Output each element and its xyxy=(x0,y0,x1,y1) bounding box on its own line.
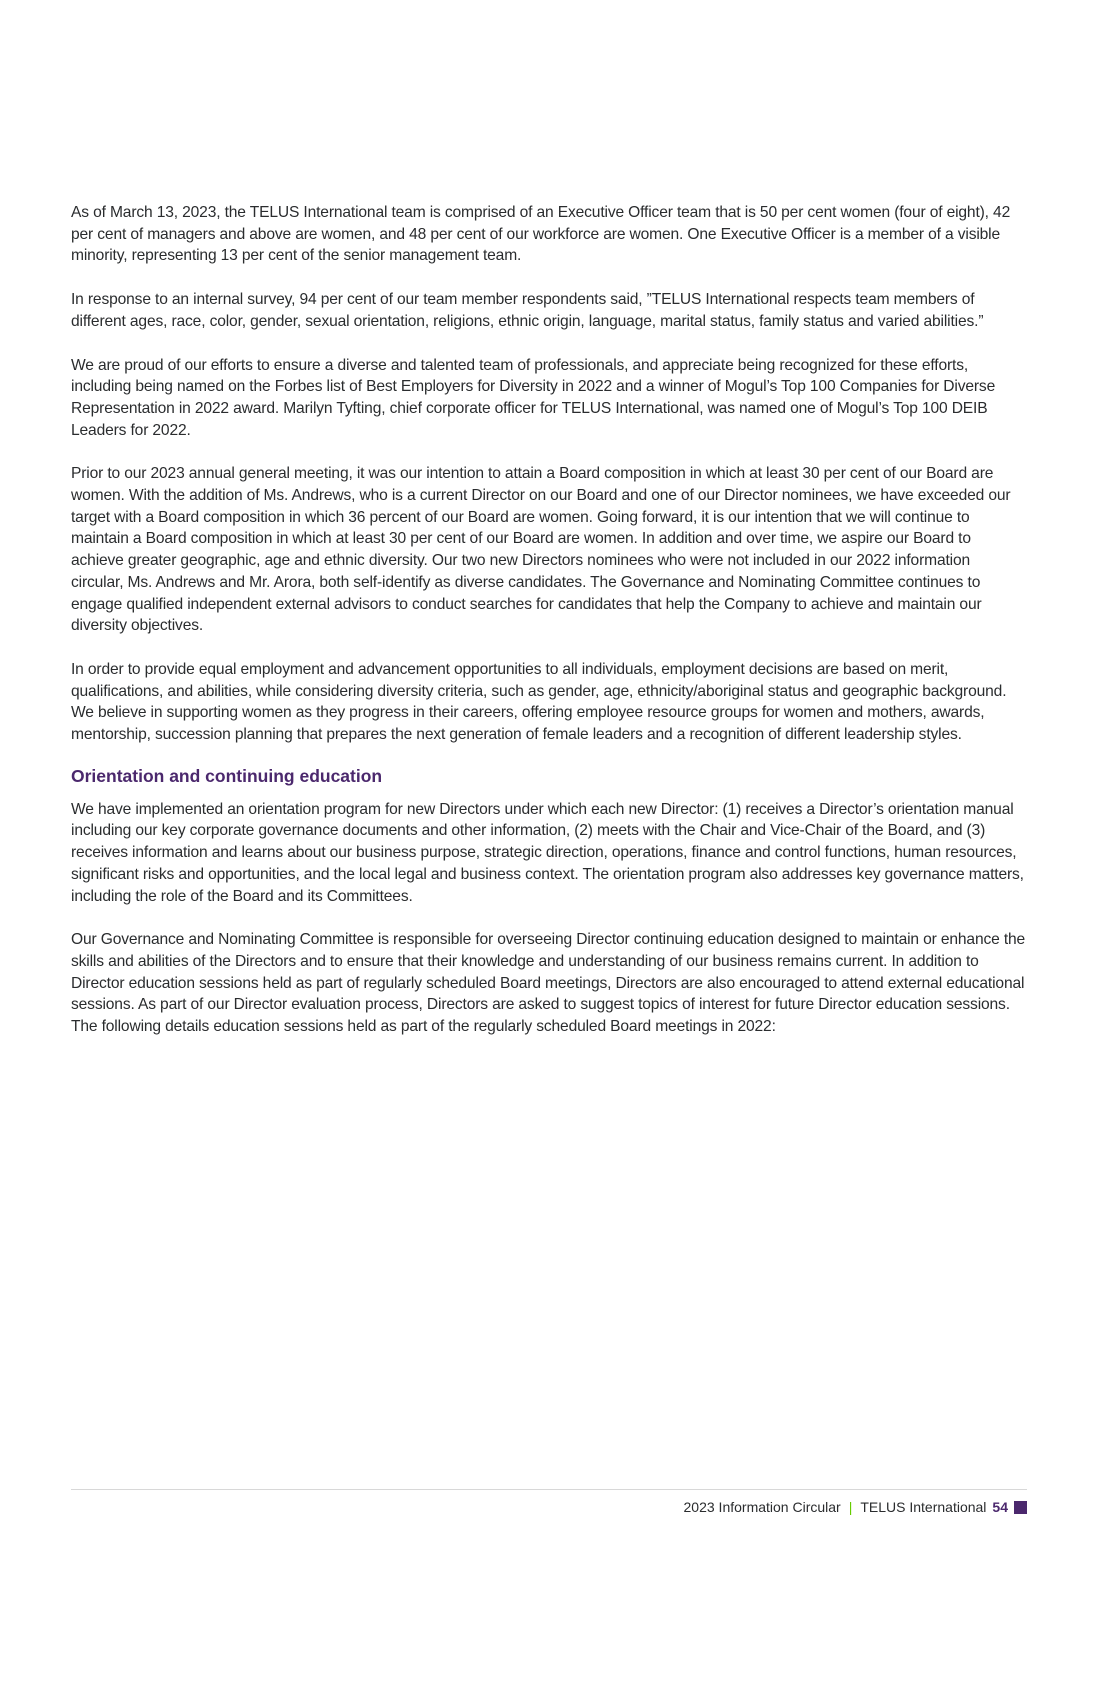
paragraph-orientation-program: We have implemented an orientation program for new Directors under which each new Director: (1) receives a Director’s orientation manual including our key corporate governance documents and other information, (2) meets with the Chair and Vice-Chair of the Board, and (3) receives information and learns about our business purpose, strategic direction, operations, finance and control functions, human resources, significant risks and opportunities, and the local legal and business context. The orientation program also addresses key governance matters, including the role of the Board and its Committees. xyxy=(71,800,1024,905)
paragraph-executive-diversity: As of March 13, 2023, the TELUS International team is comprised of an Executive Officer team that is 50 per cent women (four of eight), 42 per cent of managers and above are women, and 48 per cent of our workforce are women. One Executive Officer is a member of a visible minority, representing 13 per cent of the senior management team. xyxy=(71,204,1011,265)
page-footer xyxy=(684,1499,1027,1515)
paragraph-continuing-education: Our Governance and Nominating Committee is responsible for overseeing Director continuing education designed to maintain or enhance the skills and abilities of the Directors and to ensure that their knowledge and understanding of our business remains current. In addition to Director education sessions held as part of regularly scheduled Board meetings, Directors are also encouraged to attend external educational sessions. As part of our Director evaluation process, Directors are asked to suggest topics of interest for future Director education sessions. The following details education sessions held as part of the regularly scheduled Board meetings in 2022: xyxy=(71,931,1026,1036)
section-heading-orientation: Orientation and continuing education xyxy=(71,765,383,786)
footer-divider xyxy=(71,1489,1027,1490)
document-body xyxy=(71,202,1026,1060)
footer-document-title: 2023 Information Circular xyxy=(683,1499,841,1515)
footer-company-name: TELUS International xyxy=(860,1499,987,1515)
footer-separator: | xyxy=(848,1499,853,1515)
paragraph-recognition: We are proud of our efforts to ensure a diverse and talented team of professionals, and appreciate being recognized for these efforts, including being named on the Forbes list of Best Employers for Diversity in 2022 and a winner of Mogul’s Top 100 Companies for Diverse Representation in 2022 award. Marilyn Tyfting, chief corporate officer for TELUS International, was named one of Mogul’s Top 100 DEIB Leaders for 2022. xyxy=(71,356,996,439)
page-number: 54 xyxy=(992,1499,1008,1515)
page-marker-square-icon xyxy=(1014,1501,1027,1514)
paragraph-board-composition: Prior to our 2023 annual general meeting, it was our intention to attain a Board composition in which at least 30 per cent of our Board are women. With the addition of Ms. Andrews, who is a current Director on our Board and one of our Director nominees, we have exceeded our target with a Board composition in which 36 percent of our Board are women. Going forward, it is our intention that we will continue to maintain a Board composition in which at least 30 per cent of our Board are women. In addition and over time, we aspire our Board to achieve greater geographic, age and ethnic diversity. Our two new Directors nominees who were not included in our 2022 information circular, Ms. Andrews and Mr. Arora, both self-identify as diverse candidates. The Governance and Nominating Committee continues to engage qualified independent external advisors to conduct searches for candidates that help the Company to achieve and maintain our diversity objectives. xyxy=(71,465,1011,635)
paragraph-internal-survey: In response to an internal survey, 94 per cent of our team member respondents said, ”TELUS International respects team members of different ages, race, color, gender, sexual orientation, religions, ethnic origin, language, marital status, family status and varied abilities.” xyxy=(71,291,984,330)
paragraph-equal-opportunity: In order to provide equal employment and advancement opportunities to all individuals, employment decisions are based on merit, qualifications, and abilities, while considering diversity criteria, such as gender, age, ethnicity/aboriginal status and geographic background. We believe in supporting women as they progress in their careers, offering employee resource groups for women and mothers, awards, mentorship, succession planning that prepares the next generation of female leaders and a recognition of different leadership styles. xyxy=(71,660,1007,744)
